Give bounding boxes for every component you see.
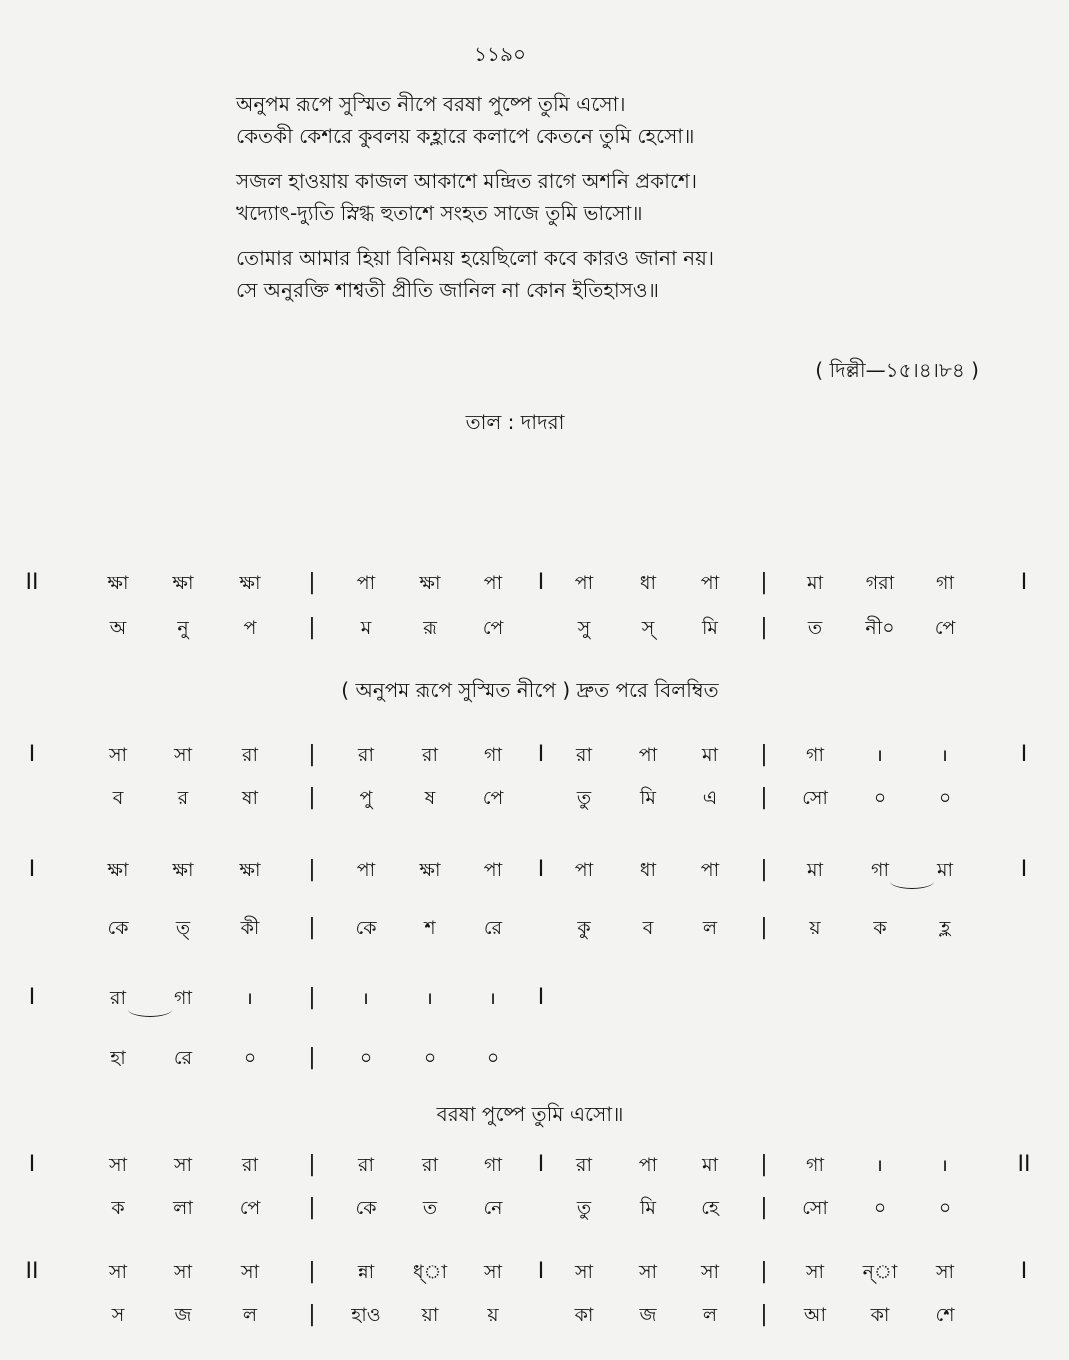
lyric-row — [0, 1190, 1069, 1226]
swara-note: গরা — [865, 572, 895, 594]
poem-line: সজল হাওয়ায় কাজল আকাশে মন্দ্রিত রাগে অশনি প্রকাশে। — [236, 169, 697, 193]
lyric-syllable: ম — [360, 617, 372, 639]
lyric-syllable: মি — [640, 1197, 656, 1219]
lyric-syllable: জ — [174, 1304, 192, 1326]
bar-divider: I — [1020, 742, 1028, 767]
lyric-syllable: শ — [424, 917, 436, 939]
swara-note: সা — [173, 1261, 193, 1283]
lyric-syllable: পে — [482, 617, 504, 639]
lyric-row — [0, 1040, 1069, 1076]
swara-note: পা — [638, 744, 658, 766]
lyric-syllable: জ — [639, 1304, 657, 1326]
lyric-syllable: রে — [173, 1047, 193, 1069]
swara-note: ন্না — [357, 1261, 375, 1283]
swara-note: রা — [358, 744, 374, 766]
lyric-syllable: প — [243, 617, 257, 639]
bar-divider: I — [537, 742, 545, 767]
lyric-syllable: য় — [809, 917, 821, 939]
swara-note: মা — [701, 1154, 719, 1176]
swara-note: সা — [173, 1154, 193, 1176]
swara-note: সা — [638, 1261, 658, 1283]
lyric-syllable: হে — [701, 1197, 719, 1219]
bar-divider: I — [1020, 857, 1028, 882]
lyric-syllable: স — [111, 1304, 125, 1326]
lyric-syllable: তু — [576, 787, 592, 809]
swara-note: পা — [483, 572, 503, 594]
bar-divider: | — [760, 1195, 768, 1220]
lyric-syllable: আ — [803, 1304, 827, 1326]
lyric-syllable: এ — [702, 787, 718, 809]
lyric-syllable: ব — [642, 917, 654, 939]
lyric-syllable: য় — [487, 1304, 499, 1326]
swara-row — [0, 565, 1069, 601]
swara-note: ন্া — [862, 1261, 898, 1283]
bar-divider: I — [28, 985, 36, 1010]
swara-note: গা — [871, 859, 889, 881]
lyric-syllable: য়া — [421, 1304, 439, 1326]
lyric-syllable: কে — [107, 917, 129, 939]
poem — [236, 88, 714, 306]
swara-note: রা — [576, 1154, 592, 1176]
lyric-syllable: সো — [802, 787, 828, 809]
lyric-syllable: ০ — [938, 787, 952, 809]
lyric-syllable: পু — [359, 787, 373, 809]
hold-mark: ı — [363, 987, 369, 1009]
tempo-caption: ( অনুপম রূপে সুস্মিত নীপে ) দ্রুত পরে বিলম্বিত — [341, 678, 719, 702]
lyric-syllable: রূ — [423, 617, 437, 639]
swara-note: গা — [806, 744, 824, 766]
swara-note: গা — [936, 572, 954, 594]
refrain-caption: বরষা পুষ্পে তুমি এসো॥ — [436, 1102, 624, 1126]
bar-divider: | — [760, 1259, 768, 1284]
bar-divider: I — [537, 985, 545, 1010]
lyric-syllable: মি — [702, 617, 718, 639]
lyric-syllable: লা — [173, 1197, 193, 1219]
swara-note: রা — [576, 744, 592, 766]
swara-note: সা — [240, 1261, 260, 1283]
swara-note: ক্ষা — [107, 572, 129, 594]
bar-divider: | — [308, 615, 316, 640]
lyric-syllable: ০ — [359, 1047, 373, 1069]
lyric-syllable: ব — [112, 787, 124, 809]
lyric-syllable: কে — [355, 1197, 377, 1219]
taal-label: তাল : দাদরা — [465, 410, 565, 434]
bar-divider: I — [1020, 570, 1028, 595]
swara-note: ক্ষা — [239, 572, 261, 594]
lyric-syllable: ল — [702, 1304, 718, 1326]
swara-note: মা — [936, 859, 954, 881]
lyric-syllable: নী০ — [865, 617, 895, 639]
swara-note: মা — [806, 859, 824, 881]
swara-note: সা — [173, 744, 193, 766]
bar-divider: I — [28, 742, 36, 767]
bar-divider: I — [1020, 1259, 1028, 1284]
lyric-syllable: ষ — [424, 787, 436, 809]
swara-note: সা — [483, 1261, 503, 1283]
bar-divider: | — [308, 742, 316, 767]
swara-note: গা — [806, 1154, 824, 1176]
lyric-syllable: স্ — [641, 617, 655, 639]
lyric-syllable: নে — [483, 1197, 503, 1219]
lyric-syllable: হ্ল — [939, 917, 951, 939]
poem-line: খদ্যোৎ-দ্যুতি স্নিগ্ধ হুতাশে সংহত সাজে তুমি ভাসো॥ — [236, 201, 643, 225]
lyric-syllable: পে — [482, 787, 504, 809]
lyric-syllable: ল — [242, 1304, 258, 1326]
hold-mark: ı — [247, 987, 253, 1009]
bar-divider: | — [308, 570, 316, 595]
swara-note: পা — [574, 572, 594, 594]
double-bar: II — [25, 1259, 39, 1284]
lyric-syllable: সো — [802, 1197, 828, 1219]
bar-divider: | — [760, 915, 768, 940]
swara-note: রা — [422, 1154, 438, 1176]
lyric-syllable: হাও — [351, 1304, 381, 1326]
lyric-syllable: ক — [111, 1197, 125, 1219]
lyric-syllable: পে — [239, 1197, 261, 1219]
swara-note: সা — [574, 1261, 594, 1283]
bar-divider: | — [760, 785, 768, 810]
lyric-syllable: ০ — [486, 1047, 500, 1069]
lyric-syllable: ত — [422, 1197, 438, 1219]
bar-divider: | — [308, 915, 316, 940]
slur-mark — [890, 874, 934, 889]
bar-divider: | — [308, 857, 316, 882]
bar-divider: I — [28, 1152, 36, 1177]
swara-note: ক্ষা — [419, 572, 441, 594]
swara-note: ক্ষা — [419, 859, 441, 881]
bar-divider: | — [308, 985, 316, 1010]
poem-line: তোমার আমার হিয়া বিনিময় হয়েছিলো কবে কারও জানা নয়। — [236, 246, 715, 270]
lyric-row — [0, 910, 1069, 946]
bar-divider: I — [537, 857, 545, 882]
lyric-row — [0, 780, 1069, 816]
lyric-row — [0, 610, 1069, 646]
lyric-syllable: ০ — [243, 1047, 257, 1069]
lyric-syllable: ত্ — [175, 917, 191, 939]
lyric-syllable: ০ — [873, 1197, 887, 1219]
swara-note: গা — [484, 1154, 502, 1176]
lyric-syllable: ০ — [873, 787, 887, 809]
swara-note: সা — [935, 1261, 955, 1283]
swara-note: সা — [700, 1261, 720, 1283]
page-number: ১১৯০ — [474, 42, 526, 66]
lyric-syllable: ০ — [938, 1197, 952, 1219]
swara-note: পা — [356, 572, 376, 594]
swara-note: ক্ষা — [172, 572, 194, 594]
hold-mark: ı — [877, 1154, 883, 1176]
lyric-syllable: ত — [807, 617, 823, 639]
swara-row — [0, 1147, 1069, 1183]
lyric-syllable: সু — [577, 617, 591, 639]
swara-note: রা — [422, 744, 438, 766]
swara-note: রা — [358, 1154, 374, 1176]
swara-note: রা — [242, 1154, 258, 1176]
swara-note: গা — [484, 744, 502, 766]
lyric-syllable: কা — [574, 1304, 594, 1326]
bar-divider: | — [308, 1195, 316, 1220]
poem-line: সে অনুরক্তি শাশ্বতী প্রীতি জানিল না কোন ইতিহাসও॥ — [236, 278, 659, 302]
double-bar: II — [1017, 1152, 1031, 1177]
hold-mark: ı — [942, 744, 948, 766]
bar-divider: I — [28, 857, 36, 882]
swara-row — [0, 737, 1069, 773]
swara-note: মা — [806, 572, 824, 594]
lyric-syllable: ০ — [423, 1047, 437, 1069]
swara-row — [0, 1254, 1069, 1290]
poem-line: কেতকী কেশরে কুবলয় কহ্লারে কলাপে কেতনে তুমি হেসো॥ — [236, 124, 695, 148]
bar-divider: | — [760, 857, 768, 882]
lyric-syllable: তু — [576, 1197, 592, 1219]
swara-note: পা — [356, 859, 376, 881]
swara-note: পা — [574, 859, 594, 881]
swara-note: গা — [174, 987, 192, 1009]
lyric-syllable: কে — [355, 917, 377, 939]
bar-divider: | — [760, 615, 768, 640]
hold-mark: ı — [490, 987, 496, 1009]
swara-note: ক্ষা — [172, 859, 194, 881]
bar-divider: I — [537, 1259, 545, 1284]
swara-note: সা — [805, 1261, 825, 1283]
swara-note: ধা — [639, 572, 657, 594]
slur-mark — [128, 1002, 172, 1017]
lyric-syllable: শে — [935, 1304, 955, 1326]
swara-note: ধ্া — [413, 1261, 447, 1283]
bar-divider: | — [760, 1302, 768, 1327]
double-bar: II — [25, 570, 39, 595]
swara-note: পা — [638, 1154, 658, 1176]
lyric-syllable: র — [177, 787, 189, 809]
swara-note: মা — [701, 744, 719, 766]
bar-divider: | — [308, 1045, 316, 1070]
bar-divider: | — [760, 570, 768, 595]
swara-note: সা — [108, 1154, 128, 1176]
poem-line: অনুপম রূপে সুস্মিত নীপে বরষা পুষ্পে তুমি এসো। — [236, 92, 626, 116]
lyric-syllable: ষা — [242, 787, 258, 809]
swara-note: পা — [483, 859, 503, 881]
lyric-syllable: কা — [870, 1304, 890, 1326]
hold-mark: ı — [942, 1154, 948, 1176]
bar-divider: | — [308, 785, 316, 810]
lyric-syllable: মি — [640, 787, 656, 809]
hold-mark: ı — [877, 744, 883, 766]
lyric-syllable: নু — [177, 617, 189, 639]
lyric-syllable: ল — [702, 917, 718, 939]
bar-divider: | — [760, 742, 768, 767]
swara-note: সা — [108, 744, 128, 766]
lyric-syllable: ক — [873, 917, 887, 939]
hold-mark: ı — [427, 987, 433, 1009]
swara-note: পা — [700, 572, 720, 594]
lyric-syllable: রে — [483, 917, 503, 939]
swara-note: ক্ষা — [239, 859, 261, 881]
lyric-row — [0, 1297, 1069, 1333]
lyric-syllable: কু — [577, 917, 591, 939]
swara-note: সা — [108, 1261, 128, 1283]
lyric-syllable: পে — [934, 617, 956, 639]
bar-divider: | — [308, 1259, 316, 1284]
bar-divider: I — [537, 1152, 545, 1177]
bar-divider: I — [537, 570, 545, 595]
lyric-syllable: হা — [110, 1047, 126, 1069]
bar-divider: | — [308, 1302, 316, 1327]
swara-note: ধা — [639, 859, 657, 881]
composition-date: ( দিল্লী—১৫।৪।৮৪ ) — [815, 358, 979, 382]
swara-note: পা — [700, 859, 720, 881]
lyric-syllable: অ — [109, 617, 127, 639]
swara-note: রা — [242, 744, 258, 766]
bar-divider: | — [760, 1152, 768, 1177]
bar-divider: | — [308, 1152, 316, 1177]
lyric-syllable: কী — [240, 917, 260, 939]
swara-note: ক্ষা — [107, 859, 129, 881]
swara-note: রা — [110, 987, 126, 1009]
